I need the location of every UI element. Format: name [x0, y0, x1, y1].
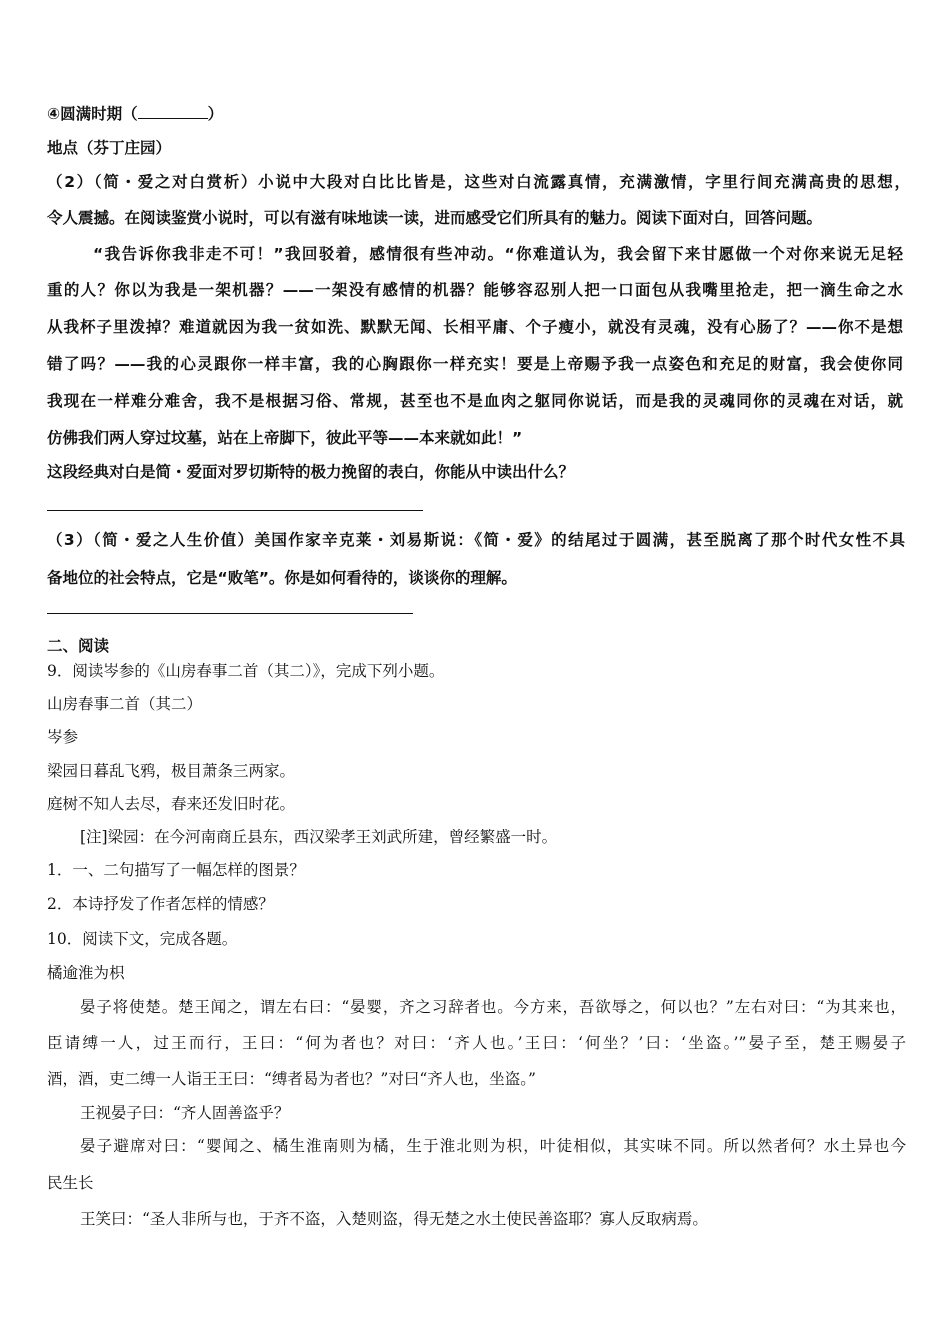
- essay-paragraph-line: 臣请缚一人，过王而行，王曰：“何为者也？对曰：‘齐人也。’王曰：‘何坐？’曰：‘坐盗。’”晏子至，楚王赐晏子: [47, 1034, 906, 1052]
- quote-line: 仿佛我们两人穿过坟墓，站在上帝脚下，彼此平等——本来就如此！”: [47, 429, 523, 447]
- essay-paragraph-line: 晏子将使楚。楚王闻之，谓左右曰：“晏婴，齐之习辞者也。今方来，吾欲辱之，何以也？”左右对曰：“为其来也，: [80, 998, 906, 1016]
- essay-paragraph-line: 晏子避席对曰：“婴闻之、橘生淮南则为橘，生于淮北则为枳，叶徒相似，其实味不同。所以然者何？水土异也今: [80, 1137, 906, 1155]
- essay-paragraph-line: 民生长: [47, 1174, 94, 1192]
- quote-line: 重的人？你以为我是一架机器？——一架没有感情的机器？能够容忍别人把一口面包从我嘴里抢走，把一滴生命之水: [47, 281, 903, 299]
- stage4-line: [47, 102, 907, 124]
- q9-sub1: 1．一、二句描写了一幅怎样的图景？: [47, 861, 305, 879]
- q3-line1: （3）（简・爱之人生价值）美国作家辛克莱・刘易斯说：《简・爱》的结尾过于圆满，甚至脱离了那个时代女性不具: [47, 531, 905, 549]
- essay-title: 橘逾淮为枳: [47, 964, 125, 982]
- q2-ask: 这段经典对白是简・爱面对罗切斯特的极力挽留的表白，你能从中读出什么？: [47, 463, 575, 481]
- q3-line2: 备地位的社会特点，它是“败笔”。你是如何看待的，谈谈你的理解。: [47, 569, 517, 587]
- answer-line[interactable]: [47, 613, 413, 614]
- quote-line: “我告诉你我非走不可！”我回驳着，感情很有些冲动。“你难道认为，我会留下来甘愿做一个对你来说无足轻: [93, 245, 903, 263]
- q9-prompt: 9．阅读岑参的《山房春事二首（其二）》，完成下列小题。: [47, 662, 445, 680]
- essay-paragraph-line: 王笑曰：“圣人非所与也，于齐不盗，入楚则盗，得无楚之水土使民善盗耶？寡人反取病焉。: [80, 1210, 708, 1228]
- quote-line: 错了吗？——我的心灵跟你一样丰富，我的心胸跟你一样充实！要是上帝赐予我一点姿色和充足的财富，我会使你同: [47, 355, 903, 373]
- q9-sub2: 2．本诗抒发了作者怎样的情感？: [47, 895, 274, 913]
- answer-blank[interactable]: [138, 105, 208, 119]
- poem-line: 庭树不知人去尽，春来还发旧时花。: [47, 795, 296, 813]
- place-line: 地点（芬丁庄园）: [47, 139, 172, 157]
- q2-line2: 令人震撼。在阅读鉴赏小说时，可以有滋有味地读一读，进而感受它们所具有的魅力。阅读下面对白，回答问题。: [47, 209, 823, 227]
- q10-prompt: 10．阅读下文，完成各题。: [47, 930, 238, 948]
- stage4-close: ）: [207, 105, 224, 123]
- poem-note: [注]梁园：在今河南商丘县东，西汉梁孝王刘武所建，曾经繁盛一时。: [80, 828, 558, 846]
- answer-line[interactable]: [47, 510, 423, 511]
- poem-line: 梁园日暮乱飞鸦，极目萧条三两家。: [47, 762, 296, 780]
- section2-heading: 二、阅读: [47, 637, 110, 655]
- poem-author: 岑参: [47, 728, 79, 746]
- stage4-label: ④圆满时期（: [47, 105, 138, 123]
- essay-paragraph-line: 王视晏子曰：“齐人固善盗乎？: [80, 1104, 290, 1122]
- poem-title: 山房春事二首（其二）: [47, 695, 203, 713]
- q2-line1: （2）（简・爱之对白赏析）小说中大段对白比比皆是，这些对白流露真情，充满激情，字里行间充满高贵的思想，: [47, 173, 910, 191]
- quote-line: 我现在一样难分难舍，我不是根据习俗、常规，甚至也不是血肉之躯同你说话，而是我的灵魂同你的灵魂在对话，就: [47, 392, 903, 410]
- essay-paragraph-line: 酒，酒，吏二缚一人诣王王曰：“缚者曷为者也？”对曰“齐人也，坐盗。”: [47, 1070, 536, 1088]
- quote-line: 从我杯子里泼掉？难道就因为我一贫如洗、默默无闻、长相平庸、个子瘦小，就没有灵魂，没有心肠了？——你不是想: [47, 318, 903, 336]
